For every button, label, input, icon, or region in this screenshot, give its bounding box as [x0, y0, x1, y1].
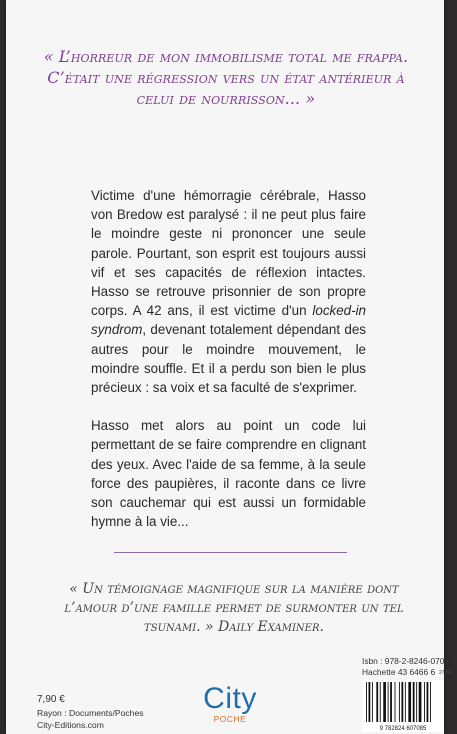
city-poche-logo — [184, 684, 276, 728]
logo-poche: POCHE — [213, 714, 247, 724]
blurb-p1-part-b: , devenant totalement dépendant des autres pour le moindre mouvement, le moindre souffle. Et il a perdu son bien le plus précieux : sa voix et sa faculté de s'exprimer. — [91, 322, 366, 396]
blurb-paragraph-1 — [91, 186, 366, 397]
barcode-digits: 9 782824 607085 — [379, 726, 427, 732]
blurb-paragraph-2: Hasso met alors au point un code lui permettant de se faire comprendre en clignant des yeux. Avec l'aide de sa femme, à la seule force des paupières, il raconte dans ce livre son cauchemar qui est aussi un formidable hymne à la vie... — [91, 418, 366, 530]
website: City-Editions.com — [37, 720, 104, 730]
price: 7,90 € — [37, 694, 65, 705]
rayon: Rayon : Documents/Poches — [37, 708, 144, 718]
hachette-code: Hachette 43 6466 6 — [362, 667, 436, 677]
blurb-p1-emphasis: locked-in syndrom — [91, 303, 366, 338]
blurb-p1-part-a: Victime d'une hémorragie cérébrale, Hasso von Bredow est paralysé : il ne peut plus faire le moindre geste ni prononcer une seule parole. Pourtant, son esprit est toujours aussi vif et ses capacités de réflexion intactes. Hasso se retrouve prisonnier de son propre corps. A 42 ans, il est victime d'un — [91, 188, 366, 319]
small-code: 27/66 — [439, 670, 452, 676]
blurb — [91, 186, 366, 550]
divider-line — [114, 552, 347, 553]
barcode — [362, 680, 444, 732]
back-cover — [6, 0, 457, 734]
top-quote: « L’horreur de mon immobilisme total me frappa. C’était une régression vers un état antérieur à celui de nourrisson... » — [43, 47, 409, 108]
review-quote: « Un témoignage magnifique sur la manière dont l’amour d’une famille permet de surmonter un tel tsunami. » Daily Examiner. — [64, 581, 404, 635]
logo-city: City — [203, 682, 257, 715]
barcode-block — [362, 656, 457, 732]
isbn-number: Isbn : 978-2-8246-0708-5 — [362, 656, 457, 666]
footer-info — [37, 694, 144, 731]
